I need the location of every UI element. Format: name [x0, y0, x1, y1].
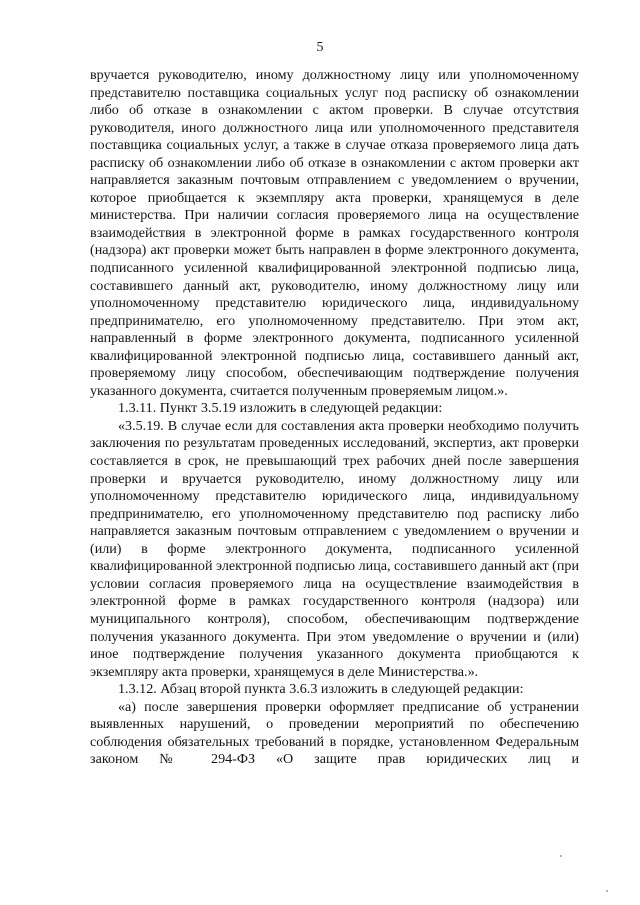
paragraph-clause-3-5-19: «3.5.19. В случае если для составления акта проверки необходимо получить заключения по результатам проведенных исследований, экспертиз, акт проверки составляется в срок, не превышающий трех рабочих дней после завершения проверки и вручается руководителю, иному должностному лицу или уполномоченному представителю юридического лица, индивидуальному предпринимателю, его уполномоченному представителю под расписку либо направляется заказным почтовым отправлением с уведомлением о вручении и (или) в форме электронного документа, подписанного усиленной квалифицированной электронной подписью лица, составившего данный акт (при условии согласия проверяемого лица на осуществление взаимодействия в электронной форме в рамках государственного контроля (надзора) или муниципального контроля), способом, обеспечивающим подтверждение получения указанного документа. При этом уведомление о вручении и (или) иное подтверждение получения указанного документа приобщаются к экземпляру акта проверки, хранящемуся в деле Министерства.». — [90, 417, 579, 680]
page-number: 5 — [316, 40, 324, 55]
paragraph-item-1-3-11: 1.3.11. Пункт 3.5.19 изложить в следующей редакции: — [118, 400, 443, 417]
paragraph-item-1-3-12: 1.3.12. Абзац второй пункта 3.6.3 изложить в следующей редакции: — [118, 681, 524, 698]
document-body — [90, 67, 579, 769]
paragraph-subitem-a: «а) после завершения проверки оформляет предписание об устранении выявленных нарушений, о проведении мероприятий по обеспечению соблюдения обязательных требований в порядке, установленном Федеральным законом № 294-ФЗ «О защите прав юридических лиц и — [90, 698, 579, 768]
scan-speck — [560, 855, 562, 857]
scan-speck — [606, 890, 608, 892]
paragraph-continuation: вручается руководителю, иному должностному лицу или уполномоченному представителю поставщика социальных услуг под расписку об ознакомлении либо об отказе в ознакомлении с актом проверки. В случае отсутствия руководителя, иного должностного лица или уполномоченного представителя поставщика социальных услуг, а также в случае отказа проверяемого лица дать расписку об ознакомлении либо об отказе в ознакомлении с актом проверки акт направляется заказным почтовым отправлением с уведомлением о вручении, которое приобщается к экземпляру акта проверки, хранящемуся в деле министерства. При наличии согласия проверяемого лица на осуществление взаимодействия в электронной форме в рамках государственного контроля (надзора) акт проверки может быть направлен в форме электронного документа, подписанного усиленной квалифицированной электронной подписью лица, составившего данный акт, руководителю, иному должностному лицу или уполномоченному представителю юридического лица, индивидуальному предпринимателю, его уполномоченному представителю. При этом акт, направленный в форме электронного документа, подписанного усиленной квалифицированной электронной подписью лица, составившего данный акт, проверяемому лицу способом, обеспечивающим подтверждение получения указанного документа, считается полученным проверяемым лицом.». — [90, 67, 579, 399]
